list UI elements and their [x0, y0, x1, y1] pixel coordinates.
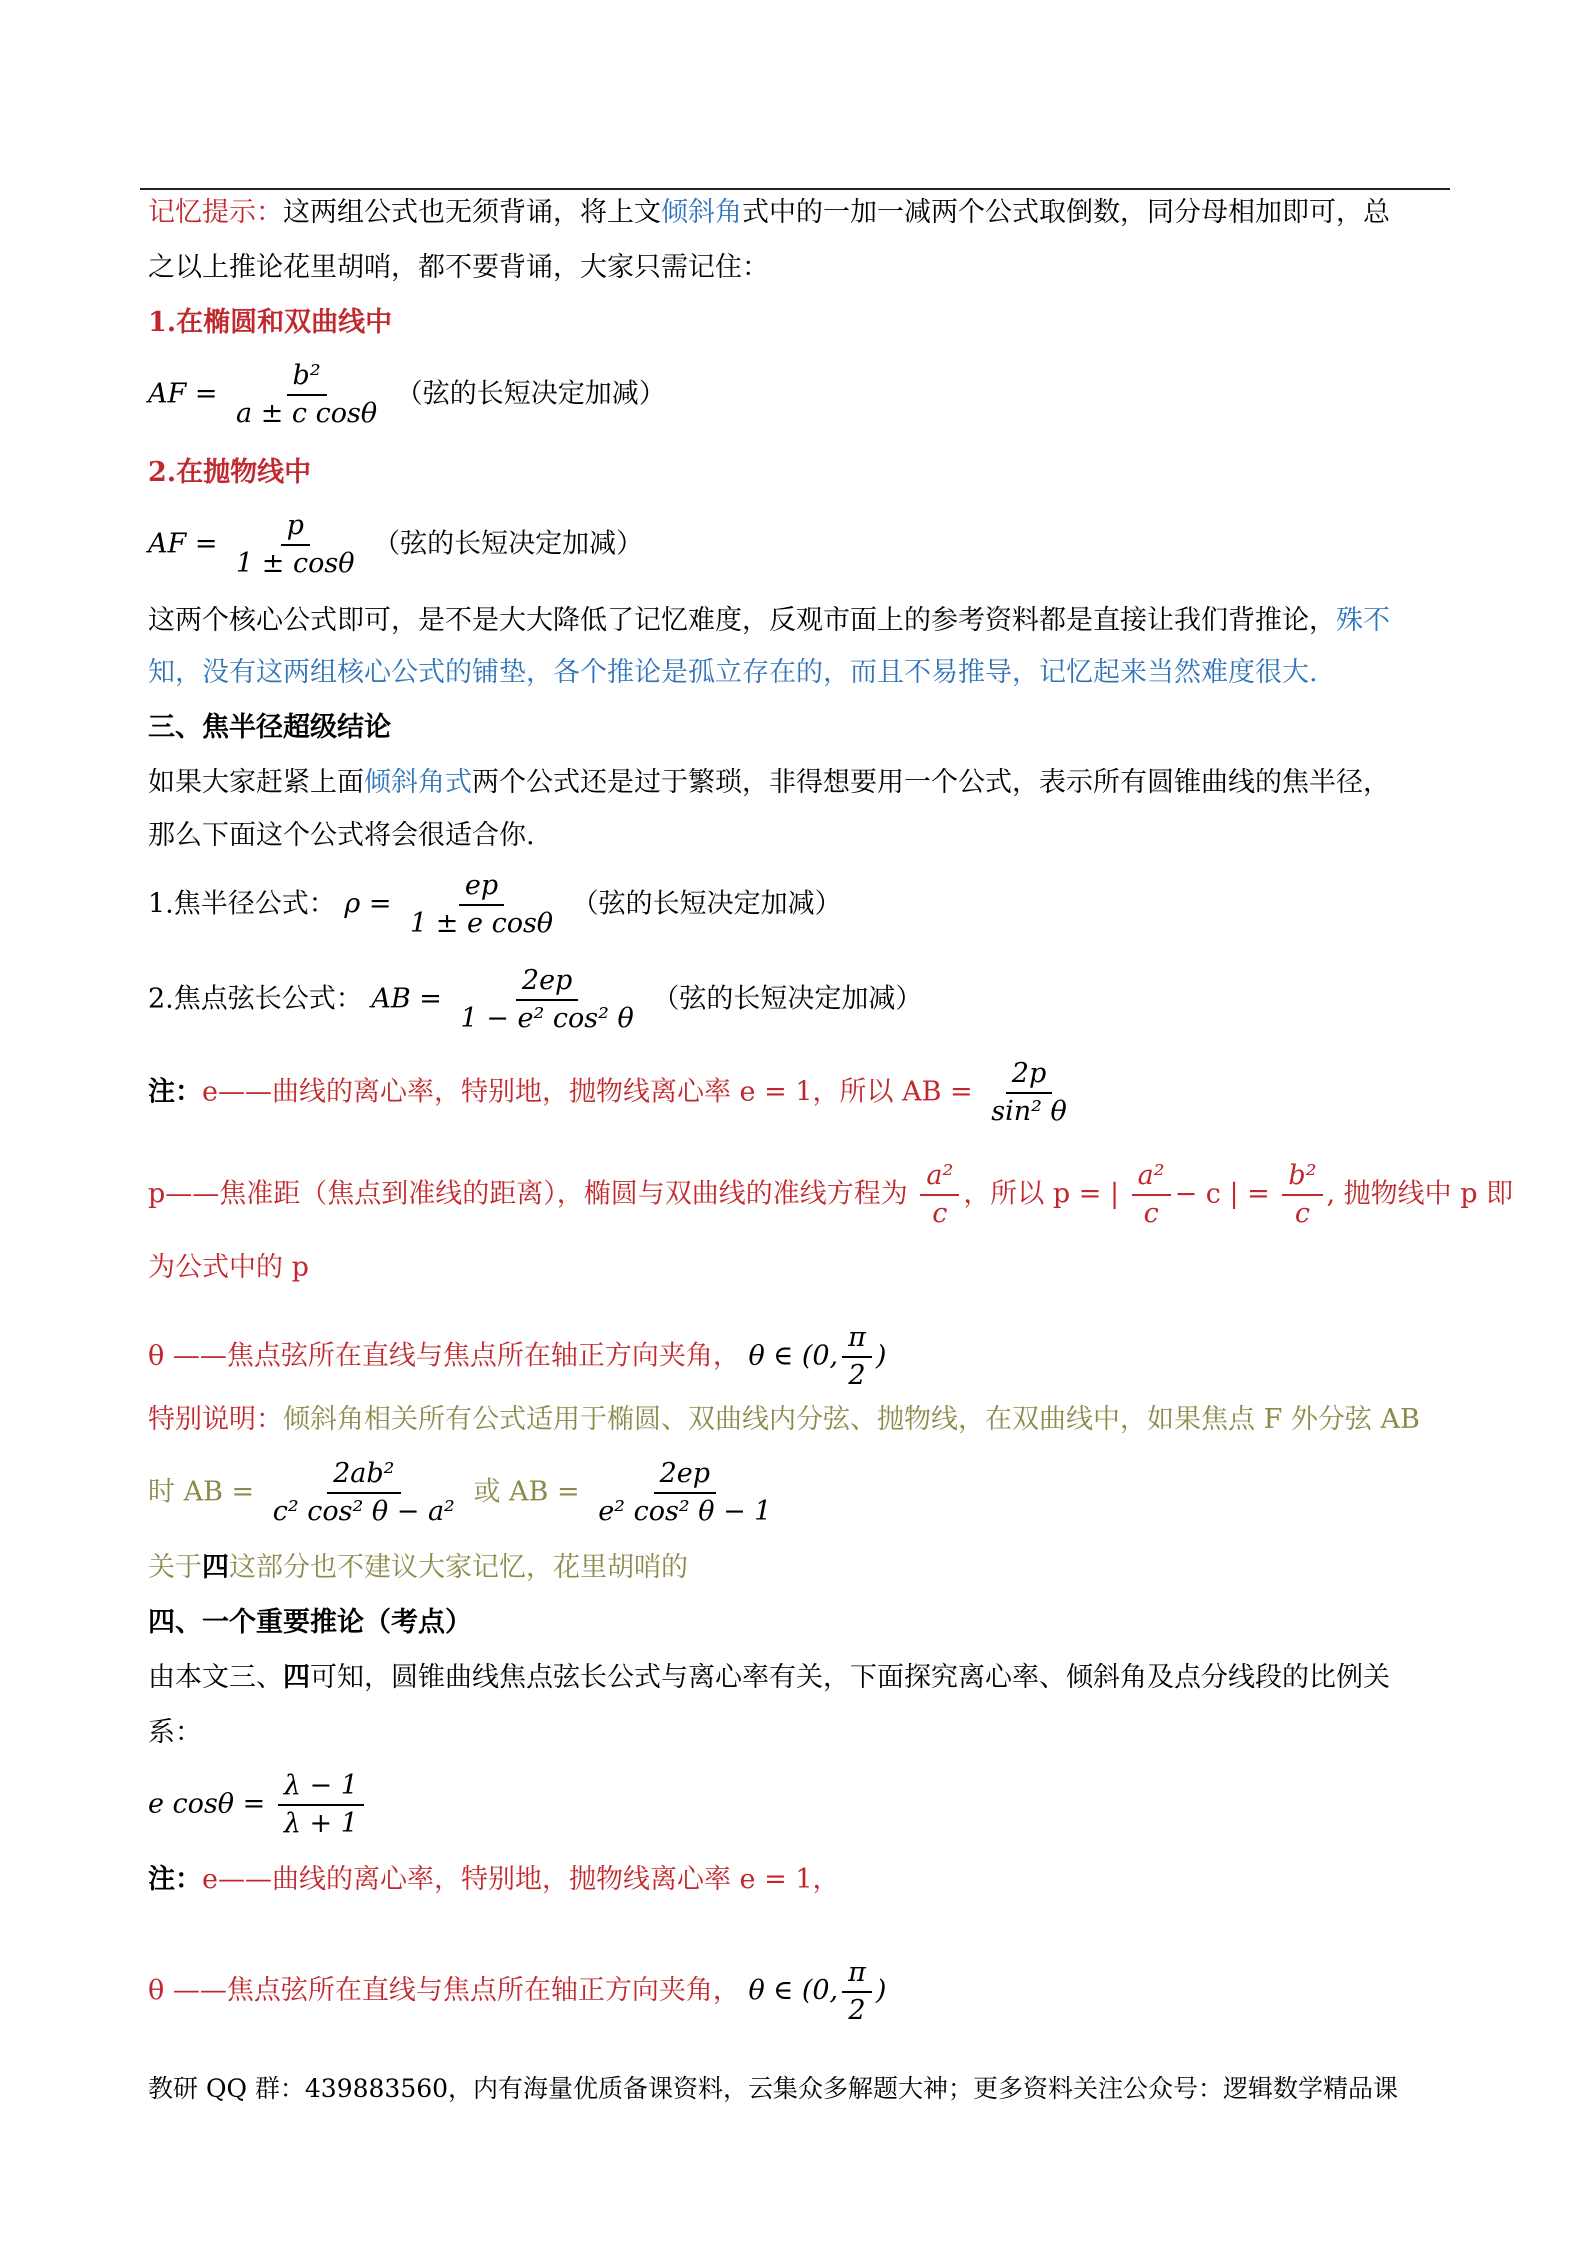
focal-radius-formula: 1.焦半径公式： ρ = $\frac{ep}{\text{1 ± e cosθ}}$ （弦的长短决定加减） [148, 870, 842, 939]
note-focal-parameter-cont: 为公式中的 p [148, 1252, 309, 1283]
special-note-line-1: 特别说明：倾斜角相关所有公式适用于椭圆、双曲线内分弦、抛物线，在双曲线中，如果焦点 F 外分弦 AB [148, 1404, 1420, 1435]
section-3-line-2: 那么下面这个公式将会很适合你. [148, 820, 535, 851]
special-note-line-3: 关于四这部分也不建议大家记忆，花里胡哨的 [148, 1552, 688, 1583]
formula-ratio: e cosθ = $\frac{\lambda - 1}{\lambda + 1}$ [148, 1770, 368, 1840]
footer-text: 教研 QQ 群：439883560，内有海量优质备课资料，云集众多解题大神；更多资料关注公众号：逻辑数学精品课 [148, 2074, 1399, 2103]
memory-tip-line-1: 记忆提示：这两组公式也无须背诵，将上文倾斜角式中的一加一减两个公式取倒数，同分母相加即可，总 [148, 197, 1390, 228]
memory-tip-label: 记忆提示： [148, 197, 283, 228]
note-eccentricity: 注：e——曲线的离心率，特别地，抛物线离心率 e = 1，所以 AB = $\frac{2p}{\text{sin² θ}}$ [148, 1058, 1067, 1127]
formula-parabola: AF = $\frac{p}{1 \pm \cos\theta}$ （弦的长短决定加减） [148, 510, 644, 579]
heading-parabola: 2.在抛物线中 [148, 457, 312, 488]
header-rule [140, 188, 1450, 190]
note-theta-2: θ ——焦点弦所在直线与焦点所在轴正方向夹角， θ ∈ (0, $\frac{\pi}{2}$ ) [148, 1956, 887, 2026]
section-4-line-2: 系： [148, 1717, 202, 1748]
section-4-line-1: 由本文三、四可知，圆锥曲线焦点弦长公式与离心率有关，下面探究离心率、倾斜角及点分线段的比例关 [148, 1662, 1390, 1693]
note-focal-parameter: p——焦准距（焦点到准线的距离），椭圆与双曲线的准线方程为 $\frac{\text{a²}}{c}$ ，所以 p = | $\frac{\text{a²}}{c}$ − c | = $\frac{\text{b²}}{c}$ , 抛物线中 p 即 [148, 1160, 1514, 1229]
heading-ellipse-hyperbola: 1.在椭圆和双曲线中 [148, 307, 393, 338]
tilt-angle-link: 倾斜角 [661, 197, 742, 228]
special-note-formulas: 时 AB = $\frac{\text{2ab²}}{\text{c² cos² θ − a²}}$ 或 AB = $\frac{2ep}{\text{e² cos² θ − 1}}$ [148, 1458, 772, 1527]
section-3-line-1: 如果大家赶紧上面倾斜角式两个公式还是过于繁琐，非得想要用一个公式，表示所有圆锥曲线的焦半径， [148, 767, 1390, 798]
section-3-heading: 三、焦半径超级结论 [148, 712, 391, 743]
note-eccentricity-2: 注：e——曲线的离心率，特别地，抛物线离心率 e = 1， [148, 1864, 840, 1895]
memory-tip-line-2: 之以上推论花里胡哨，都不要背诵，大家只需记住： [148, 252, 769, 283]
core-formula-line-1: 这两个核心公式即可，是不是大大降低了记忆难度，反观市面上的参考资料都是直接让我们背推论，殊不 [148, 605, 1390, 636]
focal-chord-formula: 2.焦点弦长公式： AB = $\frac{2ep}{\text{1 − e² cos² θ}}$ （弦的长短决定加减） [148, 965, 923, 1034]
formula-ellipse: AF = $\frac{\text{b²}}{\text{a ± c cosθ}}$ （弦的长短决定加减） [148, 360, 666, 429]
note-theta: θ ——焦点弦所在直线与焦点所在轴正方向夹角， θ ∈ (0, $\frac{\pi}{2}$ ) [148, 1322, 887, 1391]
tilt-angle-formula-link: 倾斜角式 [364, 767, 472, 798]
core-formula-line-2: 知，没有这两组核心公式的铺垫，各个推论是孤立存在的，而且不易推导，记忆起来当然难度很大. [148, 657, 1318, 688]
section-4-heading: 四、一个重要推论（考点） [148, 1607, 472, 1638]
